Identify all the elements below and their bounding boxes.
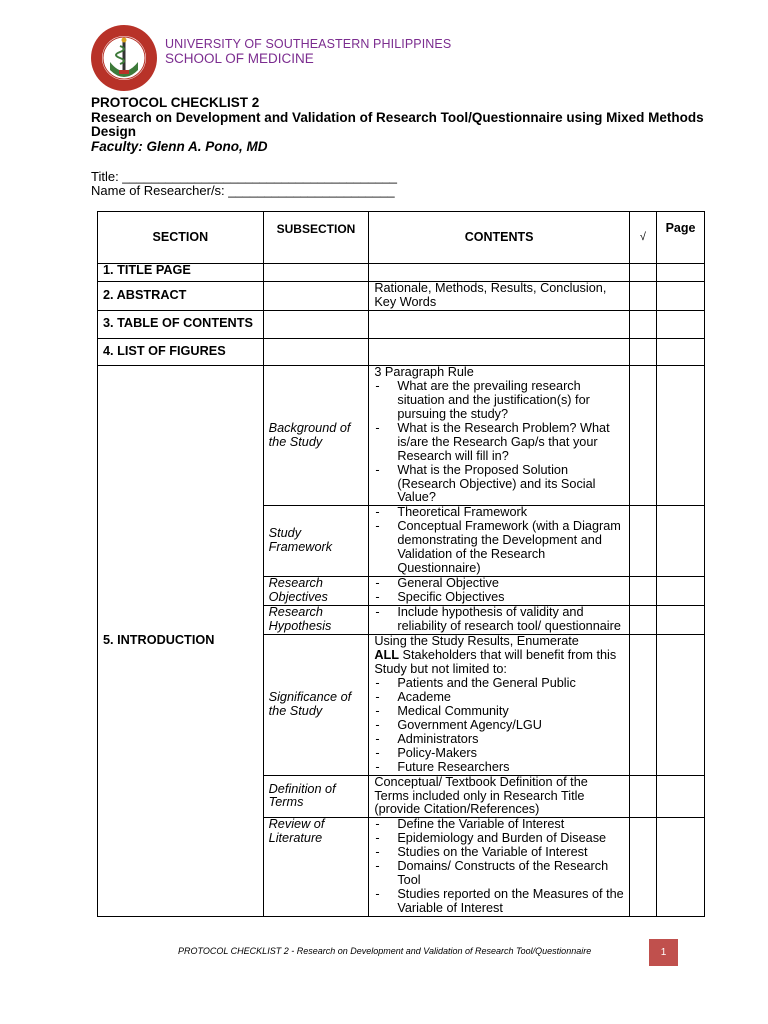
table-row [98, 282, 705, 311]
page-cell[interactable] [657, 365, 705, 506]
page-cell[interactable] [657, 264, 705, 282]
list-item: - Administrators [374, 733, 623, 747]
list-item: - Studies reported on the Measures of the Variable of Interest [374, 888, 623, 916]
page-cell[interactable] [657, 338, 705, 365]
header-subsection: SUBSECTION [263, 212, 369, 264]
page-footer: PROTOCOL CHECKLIST 2 - Research on Development and Validation of Research Tool/Questionnaire [178, 946, 592, 956]
title-field: Title: ______________________________________ [91, 169, 398, 184]
subsection-background: Background of the Study [263, 365, 369, 506]
section-list-of-figures: 4. LIST OF FIGURES [98, 338, 264, 365]
objectives-contents [369, 577, 629, 606]
background-lead: 3 Paragraph Rule [374, 364, 474, 379]
list-item: - What are the prevailing research situation and the justification(s) for pursuing the study? [374, 380, 623, 422]
page-cell[interactable] [657, 310, 705, 338]
list-item: - General Objective [374, 577, 623, 591]
table-row [98, 264, 705, 282]
subsection-significance: Significance of the Study [263, 635, 369, 776]
university-name: UNIVERSITY OF SOUTHEASTERN PHILIPPINES [165, 37, 452, 51]
abstract-contents: Rationale, Methods, Results, Conclusion, Key Words [369, 282, 629, 311]
researcher-field: Name of Researcher/s: _______________________ [91, 183, 395, 198]
list-item: - Include hypothesis of validity and reliability of research tool/ questionnaire [374, 606, 623, 634]
background-contents [369, 365, 629, 506]
list-item: - Epidemiology and Burden of Disease [374, 832, 623, 846]
section-title-page: 1. TITLE PAGE [98, 264, 264, 282]
check-cell[interactable] [629, 365, 656, 506]
check-cell[interactable] [629, 264, 656, 282]
list-item: - Government Agency/LGU [374, 719, 623, 733]
framework-list [374, 506, 623, 576]
check-cell[interactable] [629, 775, 656, 818]
subsection-objectives: Research Objectives [263, 577, 369, 606]
emphasis-all: ALL [374, 647, 400, 662]
table-row [98, 338, 705, 365]
framework-contents [369, 506, 629, 577]
checklist-table [97, 211, 705, 917]
hypothesis-contents [369, 606, 629, 635]
page-cell[interactable] [657, 606, 705, 635]
list-item: - Conceptual Framework (with a Diagram demonstrating the Development and Validation of the Research Questionnaire) [374, 520, 623, 576]
section-introduction: 5. INTRODUCTION [98, 365, 264, 916]
check-cell[interactable] [629, 635, 656, 776]
list-item: - Theoretical Framework [374, 506, 623, 520]
page-number: 1 [649, 939, 678, 966]
section-abstract: 2. ABSTRACT [98, 282, 264, 311]
list-item: - Future Researchers [374, 761, 623, 775]
check-cell[interactable] [629, 577, 656, 606]
check-cell[interactable] [629, 310, 656, 338]
subsection-hypothesis: Research Hypothesis [263, 606, 369, 635]
check-cell[interactable] [629, 818, 656, 917]
list-item: - Patients and the General Public [374, 677, 623, 691]
header-contents: CONTENTS [369, 212, 629, 264]
subsection-framework: Study Framework [263, 506, 369, 577]
hypothesis-list [374, 606, 623, 634]
subsection-definition: Definition of Terms [263, 775, 369, 818]
table-row [98, 310, 705, 338]
list-item: - Policy-Makers [374, 747, 623, 761]
page-cell[interactable] [657, 635, 705, 776]
table-header-row [98, 212, 705, 264]
significance-lead: Using the Study Results, Enumerate ALL Stakeholders that will benefit from this Study but not limited to: [374, 634, 617, 676]
check-cell[interactable] [629, 506, 656, 577]
background-list [374, 380, 623, 506]
document-heading [91, 96, 711, 154]
form-fields [91, 170, 397, 198]
page-cell[interactable] [657, 577, 705, 606]
header-section: SECTION [98, 212, 264, 264]
list-item: - Specific Objectives [374, 591, 623, 605]
page-cell[interactable] [657, 282, 705, 311]
header-page: Page [657, 212, 705, 264]
significance-contents [369, 635, 629, 776]
table-row [98, 365, 705, 506]
page-cell[interactable] [657, 506, 705, 577]
check-cell[interactable] [629, 606, 656, 635]
list-item: - What is the Proposed Solution (Research Objective) and its Social Value? [374, 464, 623, 506]
objectives-list [374, 577, 623, 605]
list-item: - Studies on the Variable of Interest [374, 846, 623, 860]
list-item: - Academe [374, 691, 623, 705]
list-item: - What is the Research Problem? What is/are the Research Gap/s that your Research will fill in? [374, 422, 623, 464]
check-cell[interactable] [629, 338, 656, 365]
subsection-review: Review of Literature [263, 818, 369, 917]
list-item: - Medical Community [374, 705, 623, 719]
significance-list [374, 677, 623, 775]
list-item: - Domains/ Constructs of the Research Tool [374, 860, 623, 888]
review-contents [369, 818, 629, 917]
school-seal-logo [90, 24, 158, 92]
page-cell[interactable] [657, 775, 705, 818]
definition-contents: Conceptual/ Textbook Definition of the Terms included only in Research Title (provide Citation/References) [369, 775, 629, 818]
check-cell[interactable] [629, 282, 656, 311]
faculty-line: Faculty: Glenn A. Pono, MD [91, 138, 268, 154]
list-item: - Define the Variable of Interest [374, 818, 623, 832]
header-check: √ [629, 212, 656, 264]
school-name: SCHOOL OF MEDICINE [165, 51, 314, 66]
checklist-subtitle: Research on Development and Validation of Research Tool/Questionnaire using Mixed Methods Design [91, 109, 704, 139]
checklist-title: PROTOCOL CHECKLIST 2 [91, 95, 260, 110]
page-cell[interactable] [657, 818, 705, 917]
review-list [374, 818, 623, 916]
section-table-of-contents: 3. TABLE OF CONTENTS [98, 310, 264, 338]
